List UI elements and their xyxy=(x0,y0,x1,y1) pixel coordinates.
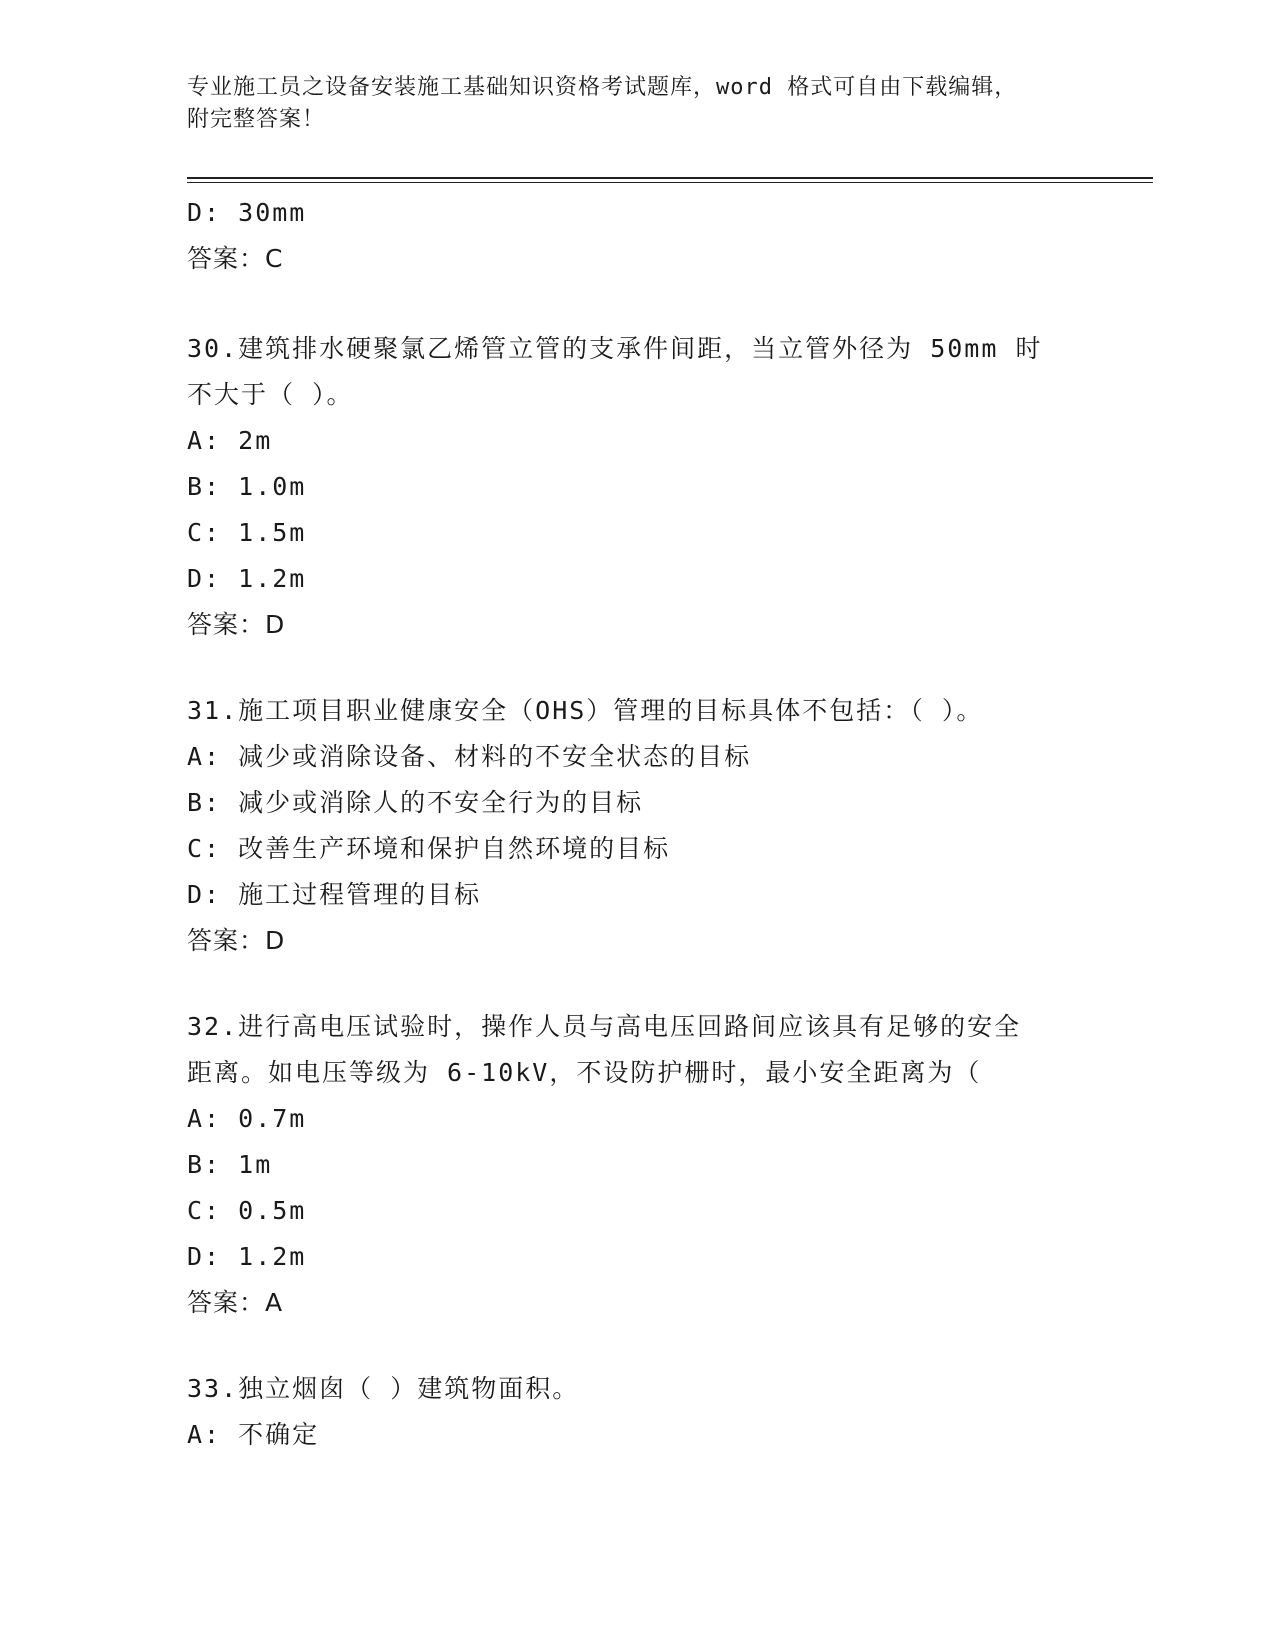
question-content xyxy=(187,190,1087,1458)
header-divider-thin xyxy=(187,182,1153,183)
answer-line: 答案：C xyxy=(187,244,284,273)
option-b: B: 1.0m xyxy=(187,472,307,501)
question-31 xyxy=(187,688,1087,964)
option-a: A: 0.7m xyxy=(187,1104,307,1133)
question-stem: 31.施工项目职业健康安全（OHS）管理的目标具体不包括：（ ）。 xyxy=(187,696,984,725)
header-line-1: 专业施工员之设备安装施工基础知识资格考试题库，word 格式可自由下载编辑， xyxy=(187,75,1018,100)
option-a: A: 不确定 xyxy=(187,1420,320,1449)
question-stem: 30.建筑排水硬聚氯乙烯管立管的支承件间距，当立管外径为 50mm 时 xyxy=(187,334,1043,363)
answer-line: 答案：D xyxy=(187,610,286,639)
question-33 xyxy=(187,1366,1087,1458)
option-c: C: 1.5m xyxy=(187,518,307,547)
question-30 xyxy=(187,326,1087,648)
option-d: D: 施工过程管理的目标 xyxy=(187,880,482,909)
option-d: D: 1.2m xyxy=(187,1242,307,1271)
question-stem: 33.独立烟囱（ ）建筑物面积。 xyxy=(187,1374,580,1403)
question-stem: 32.进行高电压试验时，操作人员与高电压回路间应该具有足够的安全 xyxy=(187,1012,1022,1041)
option-d: D: 1.2m xyxy=(187,564,307,593)
answer-line: 答案：D xyxy=(187,926,286,955)
question-stem-cont: 距离。如电压等级为 6-10kV，不设防护栅时，最小安全距离为（ xyxy=(187,1058,982,1087)
option-d: D: 30mm xyxy=(187,198,307,227)
option-c: C: 改善生产环境和保护自然环境的目标 xyxy=(187,834,671,863)
option-b: B: 减少或消除人的不安全行为的目标 xyxy=(187,788,644,817)
option-a: A: 减少或消除设备、材料的不安全状态的目标 xyxy=(187,742,752,771)
option-c: C: 0.5m xyxy=(187,1196,307,1225)
header-line-2: 附完整答案！ xyxy=(187,107,326,132)
document-header xyxy=(187,72,1087,136)
option-a: A: 2m xyxy=(187,426,273,455)
question-stem-cont: 不大于（ ）。 xyxy=(187,380,354,409)
header-divider xyxy=(187,177,1153,179)
answer-line: 答案：A xyxy=(187,1288,284,1317)
question-32 xyxy=(187,1004,1087,1326)
option-b: B: 1m xyxy=(187,1150,273,1179)
